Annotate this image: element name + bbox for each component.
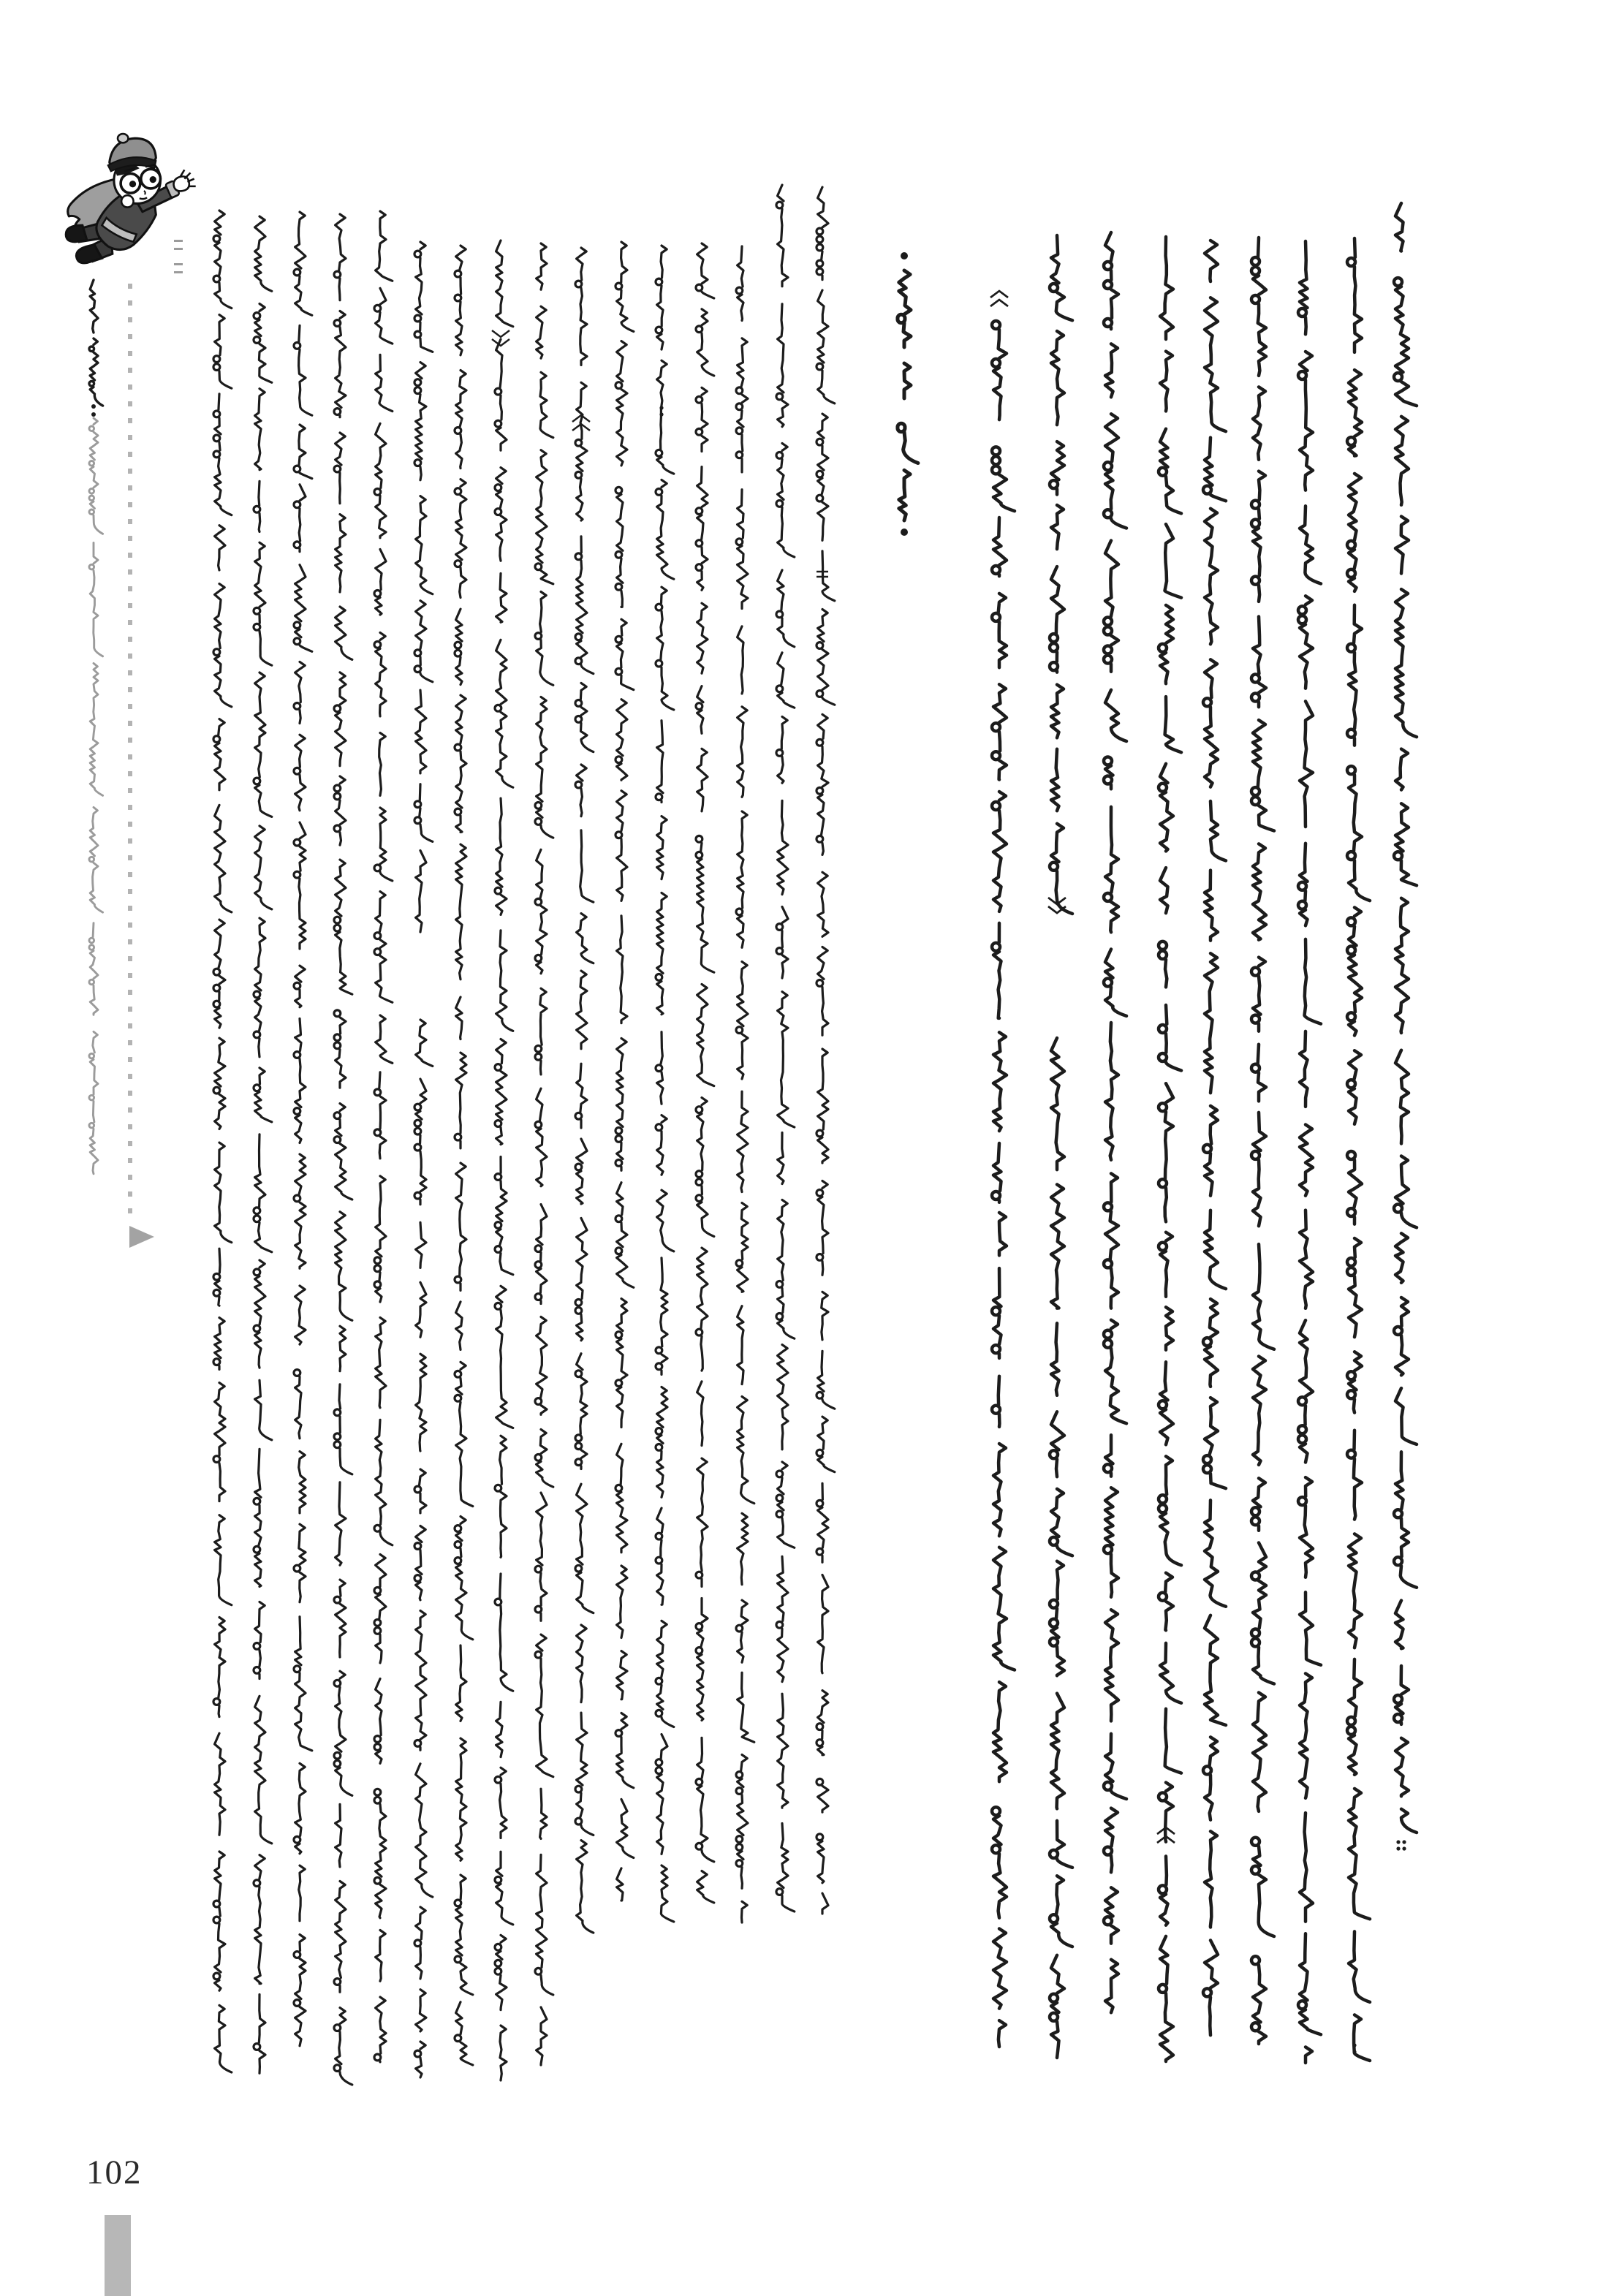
body-column-left-block [776,185,795,1912]
motion-dash [174,263,183,273]
body-column-left-block [213,211,232,2072]
section-header-text [898,270,911,347]
comma-dot [1352,2043,1356,2047]
body-column-right-block [1394,203,1417,1833]
margin-colon-dot [91,404,96,409]
body-column-left-block [254,216,272,2073]
body-column-left-block [817,187,835,1914]
body-column-left-block [334,214,352,2085]
body-column-left-block [696,243,714,1903]
header-bottom-dot [901,528,908,536]
body-column-left-block [615,242,634,1901]
body-column-right-block [1298,241,1321,2063]
section-header-text [904,363,911,398]
comma-dot [1352,2050,1356,2053]
margin-note-label [90,280,98,333]
body-column-left-block [374,211,393,2062]
fullstop-dot [1396,1846,1400,1850]
body-column-right-block [1050,235,1072,2058]
body-column-right-block [1104,232,1126,2012]
body-column-right-block [1159,237,1181,2061]
page-number: 102 [86,2153,143,2191]
footer-bar [105,2215,131,2296]
body-column-left-block [455,246,473,2065]
fullstop-dot [1402,1846,1406,1850]
body-column-left-block [495,240,513,2080]
body-column-right-block [992,321,1015,2047]
close-quote-mark [492,330,509,346]
margin-note-body [89,418,103,1174]
body-column-left-block [736,246,754,1922]
body-column-left-block [414,242,433,2077]
open-quote-mark [990,291,1008,306]
body-column-right-block [1251,238,1274,2044]
body-column-left-block [656,246,674,1922]
body-column-left-block [575,248,594,1933]
margin-colon-dot [91,412,96,417]
header-top-dot [901,252,908,259]
body-column-left-block [294,212,312,2046]
comma-dot [659,412,663,416]
body-column-right-block [1203,240,1226,2035]
comma-dot [659,406,663,409]
body-column-left-block [535,243,553,2065]
fullstop-dot [1396,1840,1400,1844]
section-header-text [898,423,918,520]
body-column-right-block [1347,238,1370,2061]
margin-note-label [89,338,103,406]
motion-dash [174,240,183,250]
fullstop-dot [1402,1840,1406,1844]
